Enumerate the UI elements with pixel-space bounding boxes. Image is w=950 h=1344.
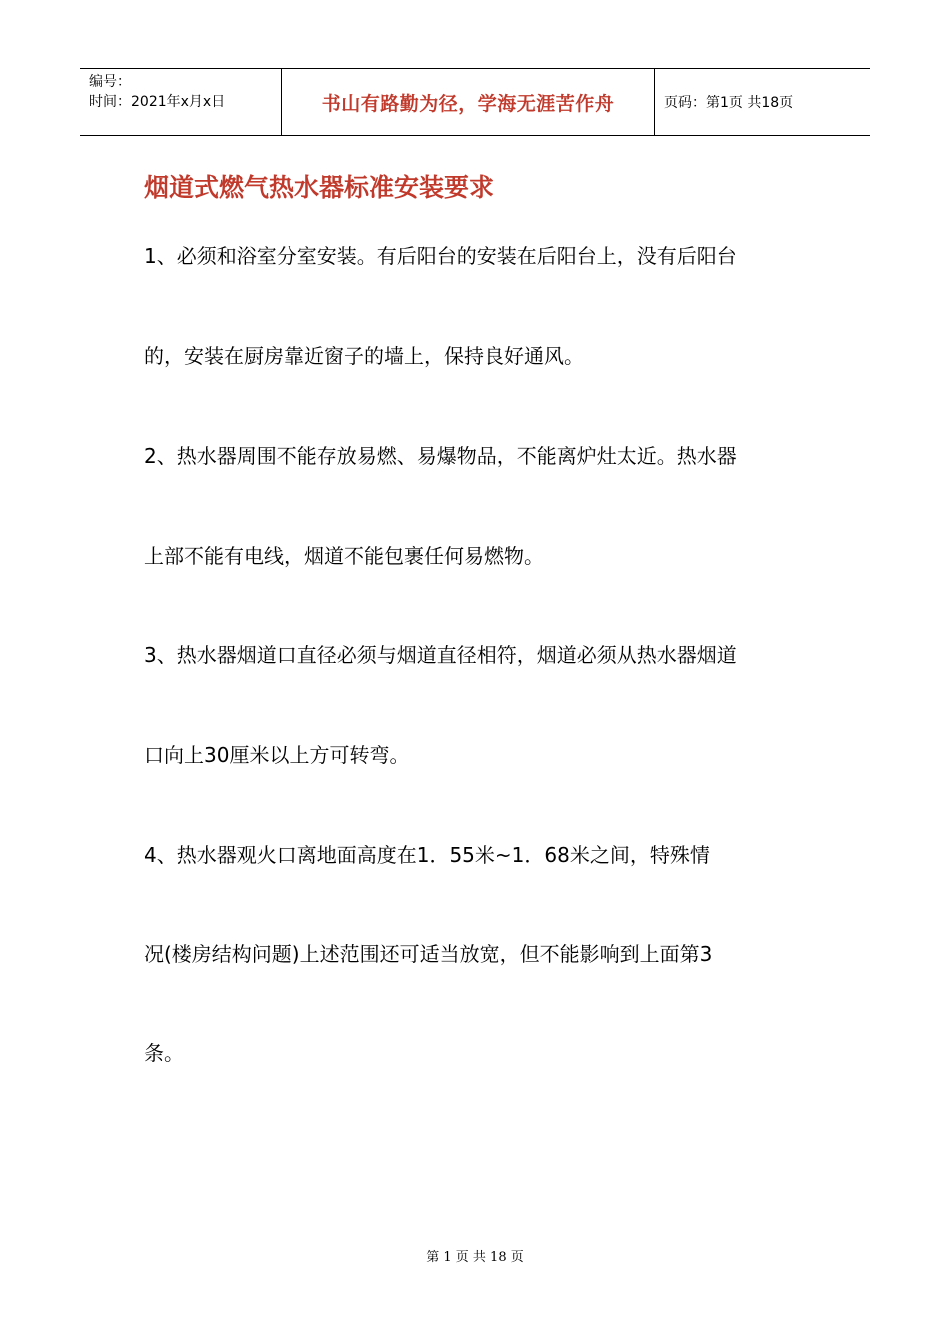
header-page-cell — [655, 69, 870, 135]
body-line-9: 条。 — [144, 1041, 184, 1065]
header-meta-cell — [80, 69, 282, 135]
document-number-label: 编号： — [89, 74, 131, 90]
body-line-5: 3、热水器烟道口直径必须与烟道直径相符，烟道必须从热水器烟道 — [144, 643, 737, 667]
header-motto: 书山有路勤为径，学海无涯苦作舟 — [321, 92, 615, 115]
body-line-3: 2、热水器周围不能存放易燃、易爆物品，不能离炉灶太近。热水器 — [144, 444, 737, 468]
header-table — [80, 68, 870, 136]
header-page-info: 页码：第1页 共18页 — [664, 95, 794, 111]
page-footer: 第 1 页 共 18 页 — [426, 1250, 524, 1265]
body-line-7: 4、热水器观火口离地面高度在1．55米~1．68米之间，特殊情 — [144, 843, 710, 867]
body-line-1: 1、必须和浴室分室安装。有后阳台的安装在后阳台上，没有后阳台 — [144, 244, 737, 268]
body-line-2: 的，安装在厨房靠近窗子的墙上，保持良好通风。 — [144, 344, 584, 368]
body-line-8: 况(楼房结构问题)上述范围还可适当放宽，但不能影响到上面第3 — [144, 942, 713, 966]
document-title: 烟道式燃气热水器标准安装要求 — [144, 173, 495, 202]
header-motto-cell — [282, 69, 655, 135]
body-line-4: 上部不能有电线，烟道不能包裹任何易燃物。 — [144, 544, 544, 568]
body-line-6: 口向上30厘米以上方可转弯。 — [144, 743, 410, 767]
document-time-label: 时间：2021年x月x日 — [89, 94, 226, 110]
